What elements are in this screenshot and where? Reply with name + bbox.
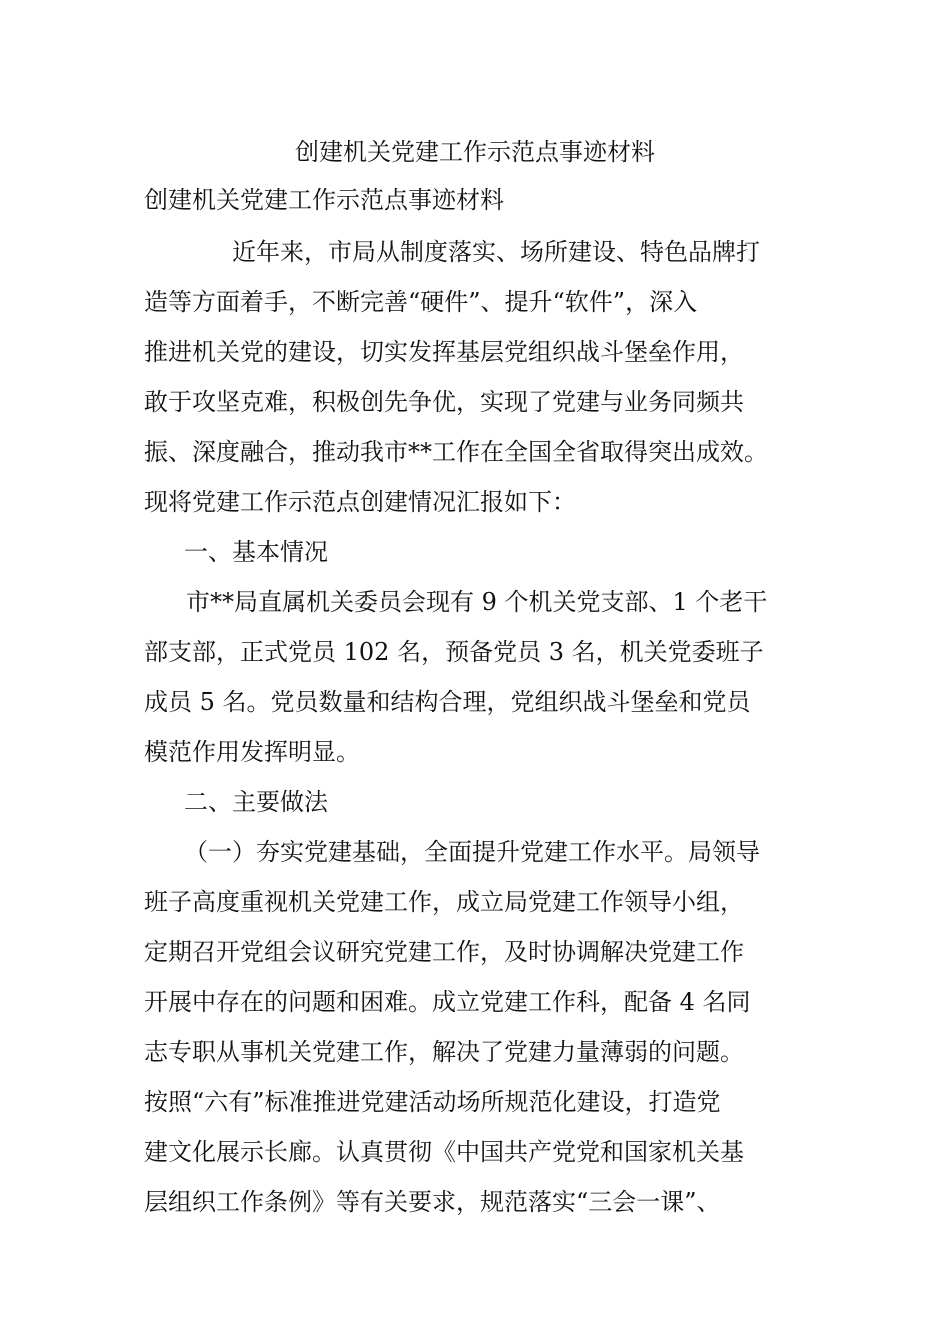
paragraph-line: 模范作用发挥明显。: [144, 738, 360, 766]
paragraph-line: 班子高度重视机关党建工作，成立局党建工作领导小组，: [144, 888, 744, 916]
paragraph-line: （一）夯实党建基础，全面提升党建工作水平。局领导: [184, 838, 760, 866]
paragraph-line: 定期召开党组会议研究党建工作，及时协调解决党建工作: [144, 938, 744, 966]
paragraph-line: 志专职从事机关党建工作，解决了党建力量薄弱的问题。: [144, 1038, 744, 1066]
paragraph-line: 成员 5 名。党员数量和结构合理，党组织战斗堡垒和党员: [144, 688, 751, 716]
paragraph-line: 敢于攻坚克难，积极创先争优，实现了党建与业务同频共: [144, 388, 744, 416]
paragraph-line: 近年来，市局从制度落实、场所建设、特色品牌打: [232, 238, 760, 266]
paragraph-line: 层组织工作条例》等有关要求，规范落实“三会一课”、: [144, 1188, 721, 1216]
section-heading: 二、主要做法: [184, 788, 328, 816]
paragraph-line: 推进机关党的建设，切实发挥基层党组织战斗堡垒作用，: [144, 338, 744, 366]
paragraph-line: 部支部，正式党员 102 名，预备党员 3 名，机关党委班子: [144, 638, 764, 666]
paragraph-line: 开展中存在的问题和困难。成立党建工作科，配备 4 名同: [144, 988, 751, 1016]
paragraph-line: 市**局直属机关委员会现有 9 个机关党支部、1 个老干: [186, 588, 768, 616]
paragraph-line: 现将党建工作示范点创建情况汇报如下：: [144, 488, 576, 516]
document-title: 创建机关党建工作示范点事迹材料: [295, 138, 655, 166]
paragraph-line: 造等方面着手，不断完善“硬件”、提升“软件”，深入: [144, 288, 698, 316]
paragraph-line: 按照“六有”标准推进党建活动场所规范化建设，打造党: [144, 1088, 721, 1116]
document-subtitle: 创建机关党建工作示范点事迹材料: [144, 186, 504, 214]
paragraph-line: 振、深度融合，推动我市**工作在全国全省取得突出成效。: [144, 438, 768, 466]
paragraph-line: 建文化展示长廊。认真贯彻《中国共产党党和国家机关基: [144, 1138, 744, 1166]
section-heading: 一、基本情况: [184, 538, 328, 566]
